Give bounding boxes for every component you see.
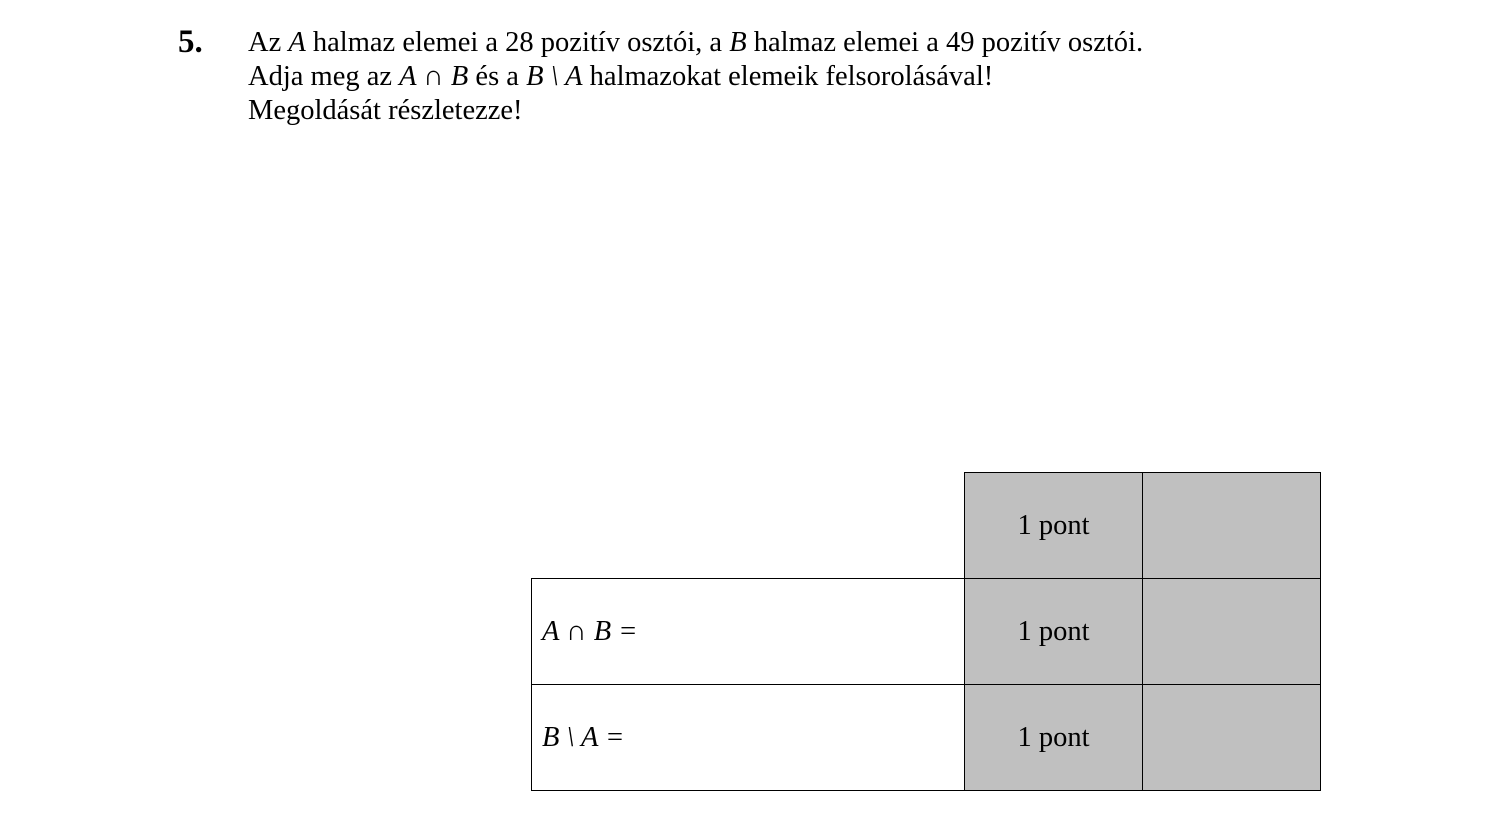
problem-line-3: Megoldását részletezze! <box>248 95 523 126</box>
text-segment: halmazokat elemeik felsorolásával! <box>582 61 994 92</box>
difference-answer-cell[interactable] <box>531 684 965 791</box>
points-cell: 1 pont <box>964 684 1143 791</box>
set-a-symbol: A <box>288 27 306 58</box>
earned-points-cell <box>1142 684 1321 791</box>
text-segment: halmaz elemei a 28 pozitív osztói, a <box>305 27 730 58</box>
text-segment: Az <box>248 27 289 58</box>
intersection-label: A ∩ B = <box>542 615 638 647</box>
difference-formula: B \ A <box>526 61 583 92</box>
problem-line-2 <box>248 60 1448 94</box>
earned-points-cell <box>1142 472 1321 579</box>
intersection-answer-cell[interactable] <box>531 578 965 685</box>
intersection-formula: A ∩ B <box>399 61 469 92</box>
difference-label: B \ A = <box>542 721 625 753</box>
problem-text <box>248 26 1448 128</box>
points-cell: 1 pont <box>964 472 1143 579</box>
text-segment: és a <box>468 61 527 92</box>
points-cell: 1 pont <box>964 578 1143 685</box>
problem-line-1 <box>248 26 1448 60</box>
earned-points-cell <box>1142 578 1321 685</box>
text-segment: Adja meg az <box>248 61 400 92</box>
text-segment: halmaz elemei a 49 pozitív osztói. <box>746 27 1144 58</box>
problem-number: 5. <box>178 24 203 60</box>
score-table <box>531 472 1321 791</box>
set-b-symbol: B <box>729 27 747 58</box>
